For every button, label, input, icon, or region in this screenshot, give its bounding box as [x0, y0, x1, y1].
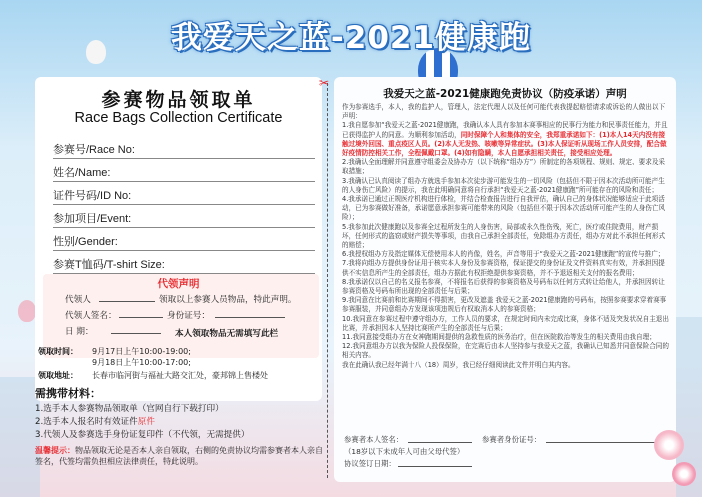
- waiver-clause-2: 2.我确认全面理解并同意遵守组委会及协办方（以下统称“组办方”）所制定的各项规程、规则、规定、要求及采取措施；: [342, 158, 666, 176]
- scissors-icon: ✂: [319, 76, 330, 90]
- name-field[interactable]: [53, 160, 315, 182]
- waiver-clause-1: [342, 121, 670, 158]
- waiver-clause-5: 5.我参加此次健康跑以及参赛全过程所发生的人身伤害，局部或永久性伤残，死亡，医疗或住院费用，财产损坏，任何形式的盗窃或财产损失等事项，由我自己承担全部责任，免除组办方责任，组办方对此不承担任何形式的赔偿；: [342, 222, 666, 250]
- waiver-body: [342, 103, 670, 370]
- proxy-name-blank[interactable]: [99, 301, 155, 302]
- participant-id-label: 参赛者身份证号：: [482, 435, 542, 444]
- waiver-clause-11: 11.我同意接受组办方在女神跑期间提供的急救性质的医务治疗，但在医院救治等发生的相关费用由我自理；: [342, 333, 656, 342]
- collection-time-label: [38, 346, 78, 357]
- field-label: 参赛T恤码/T-shirt Size:: [53, 259, 165, 271]
- proxy-id-blank[interactable]: [215, 317, 285, 318]
- collection-place-label-text: 领取地址：: [38, 371, 78, 380]
- waiver-clause-text: 1.我自愿参加“我爱天之蓝-2021健康跑，我确认本人具有参加本赛事相应的民事行为能力和民事责任能力，并且已获得监护人的同意。为顺利参加活动，: [342, 121, 668, 139]
- material-item: 1.选手本人参赛物品领取单（官网自行下载打印）: [35, 404, 224, 414]
- proxy-line-1a: 代领人: [65, 295, 91, 305]
- waiver-clause-6: 6.我授权组办方及指定媒体无偿使用本人的肖像，姓名，声音等用于“我爱天之蓝-2021健康跑”的宣传与推广；: [342, 250, 665, 259]
- proxy-self-note: 本人领取物品无需填写此栏: [175, 329, 279, 339]
- id-no-field[interactable]: [53, 183, 315, 205]
- participant-signature-label: 参赛者本人签名：: [344, 435, 404, 444]
- flower-icon: [654, 430, 684, 460]
- guardian-note: （18岁以下未成年人可由父母代签）: [344, 447, 465, 456]
- waiver-clause-10: 10.我同意在参赛过程中遵守组办方，工作人员的要求，在规定时间内未完成比赛，身体不适及突发状况自主退出比赛，并承担因本人坚持比赛所产生的全部责任与后果；: [342, 314, 669, 332]
- participant-id-blank[interactable]: [546, 442, 656, 443]
- collection-place-label: [38, 370, 78, 381]
- materials-section: [35, 385, 322, 441]
- proxy-signature-label: 代领人签名：: [65, 311, 117, 321]
- material-item-text: 2.选手本人报名时有效证件: [35, 417, 138, 427]
- collection-time-label-text: 领取时间：: [38, 347, 78, 356]
- page-title: 我爱天之蓝-2021健康跑: [170, 20, 532, 56]
- waiver-closing: 我在此确认我已经年满十八（18）周岁，我已经仔细阅读此文件并明白其内容。: [342, 360, 575, 369]
- waiver-clause-7: 7.我将向组办方提供身份证用于核实本人身份及参赛资格，保证提交的身份证及文件资料真实有效，并承担因提供不实信息所产生的全部责任，组办方据此有权拒绝提供参赛资格，并不予退返相关支付的报名费用；: [342, 259, 665, 277]
- field-label: 参赛号/Race No:: [53, 144, 135, 156]
- event-field[interactable]: [53, 206, 315, 228]
- proxy-date-blank[interactable]: [111, 333, 161, 334]
- collection-place: 长春市临河街与福祉大路交汇处，豪邦锦上售楼处: [92, 371, 268, 380]
- cut-line: [327, 83, 328, 478]
- waiver-title: 我爱天之蓝-2021健康跑免责协议（防疫承诺）声明: [383, 88, 627, 100]
- waiver-intro: 作为参赛选手，本人，我的监护人，管理人，法定代理人以及任何可能代表我提起赔偿请求或诉讼的人做出以下声明：: [342, 103, 666, 121]
- material-item-highlight: 原件: [137, 417, 155, 427]
- field-label: 性别/Gender:: [53, 236, 118, 248]
- agreement-date-label: 协议签订日期：: [344, 459, 396, 468]
- material-item: [35, 415, 155, 427]
- warm-tip-label: 温馨提示：: [35, 446, 75, 455]
- waiver-clause-highlight: 同时保障个人和集体的安全，我郑重承诺如下：(1)本人14天内没有接触过境外回国、重点疫区人员。(2)本人无发热、咳嗽等异常症状。(3)本人保证听从现场工作人员安排，配合做好疫情防控相关工作，全程佩戴口罩。(4)如有隐瞒，本人自愿承担相关责任，接受相应处理。: [342, 130, 667, 158]
- collection-time-1: 9月17日上午10:00-19:00;: [92, 347, 191, 356]
- materials-heading: 需携带材料：: [35, 387, 101, 400]
- field-label: 姓名/Name:: [53, 167, 111, 179]
- flower-icon: [672, 462, 696, 486]
- proxy-id-label: 身份证号：: [167, 311, 210, 321]
- balloon-icon: [18, 300, 36, 322]
- warm-tip-text: 物品领取无论是否本人亲自领取，右侧的免责协议均需参赛者本人亲自签名，代签均需负担相应法律责任，特此说明。: [35, 446, 323, 466]
- warm-tip: [35, 445, 325, 467]
- gender-field[interactable]: [53, 229, 315, 251]
- collection-time-2: 9月18日上午10:00-17:00;: [92, 358, 191, 367]
- participant-signature-blank[interactable]: [408, 442, 472, 443]
- proxy-line-1b: 领取以上参赛人员物品，特此声明。: [159, 295, 297, 305]
- proxy-signature-blank[interactable]: [119, 317, 163, 318]
- waiver-clause-9: 9.我同意在比赛前和比赛期间不得损害，更改及遮盖 我爱天之蓝-2021健康跑的号码布，按照参赛要求穿着赛事参赛服装，并同意组办方发现该项违规后有权取消本人的参赛资格；: [342, 296, 667, 314]
- agreement-date-blank[interactable]: [398, 466, 472, 467]
- field-label: 证件号码/ID No:: [53, 190, 132, 202]
- field-label: 参加项目/Event:: [53, 213, 132, 225]
- waiver-clause-3: 3.我确认已认真阅读了组办方就选手参加本次徒步游可能发生的一切风险（包括但不限于因本次活动所可能产生的人身伤亡风险）的提示，我在此明确同意将自行承担“我爱天之蓝-2021健康跑”所可能存在的风险和责任；: [342, 176, 665, 194]
- waiver-card: [334, 77, 676, 482]
- proxy-declaration-title: 代领声明: [157, 278, 200, 290]
- skyline-building: [0, 377, 40, 497]
- waiver-clause-12: 12.我同意组办方以我为保险人投保保险，在完赛后由本人坚持参与我爱天之蓝，我确认已知悉并同意保险合同的相关内容。: [342, 342, 669, 360]
- certificate-title-cn: 参赛物品领取单: [101, 89, 256, 111]
- proxy-date-label: 日 期：: [65, 327, 94, 337]
- waiver-clause-4: 4.我承诺已通过正规医疗机构进行体检，并结合检查报告进行自我评估，确认自己的身体状况能够适应于此项活动，已为参赛做好准备，承诺愿意承担参赛可能带来的风险（包括但不限于因本次活动所可能产生的人身伤亡风险）；: [342, 195, 666, 222]
- waiver-clause-8: 8.我承诺仅以自己的名义报名参赛，不将报名后获得的参赛资格及号码布以任何方式转让给他人，并承担因转让参赛资格及号码布所出现的全部责任与后果；: [342, 277, 665, 296]
- material-item: 3.代领人及参赛选手身份证复印件（不代领，无需提供）: [35, 430, 250, 440]
- tshirt-size-field[interactable]: [53, 252, 315, 274]
- certificate-title-en: Race Bags Collection Certificate: [74, 110, 283, 126]
- race-no-field[interactable]: [53, 137, 315, 159]
